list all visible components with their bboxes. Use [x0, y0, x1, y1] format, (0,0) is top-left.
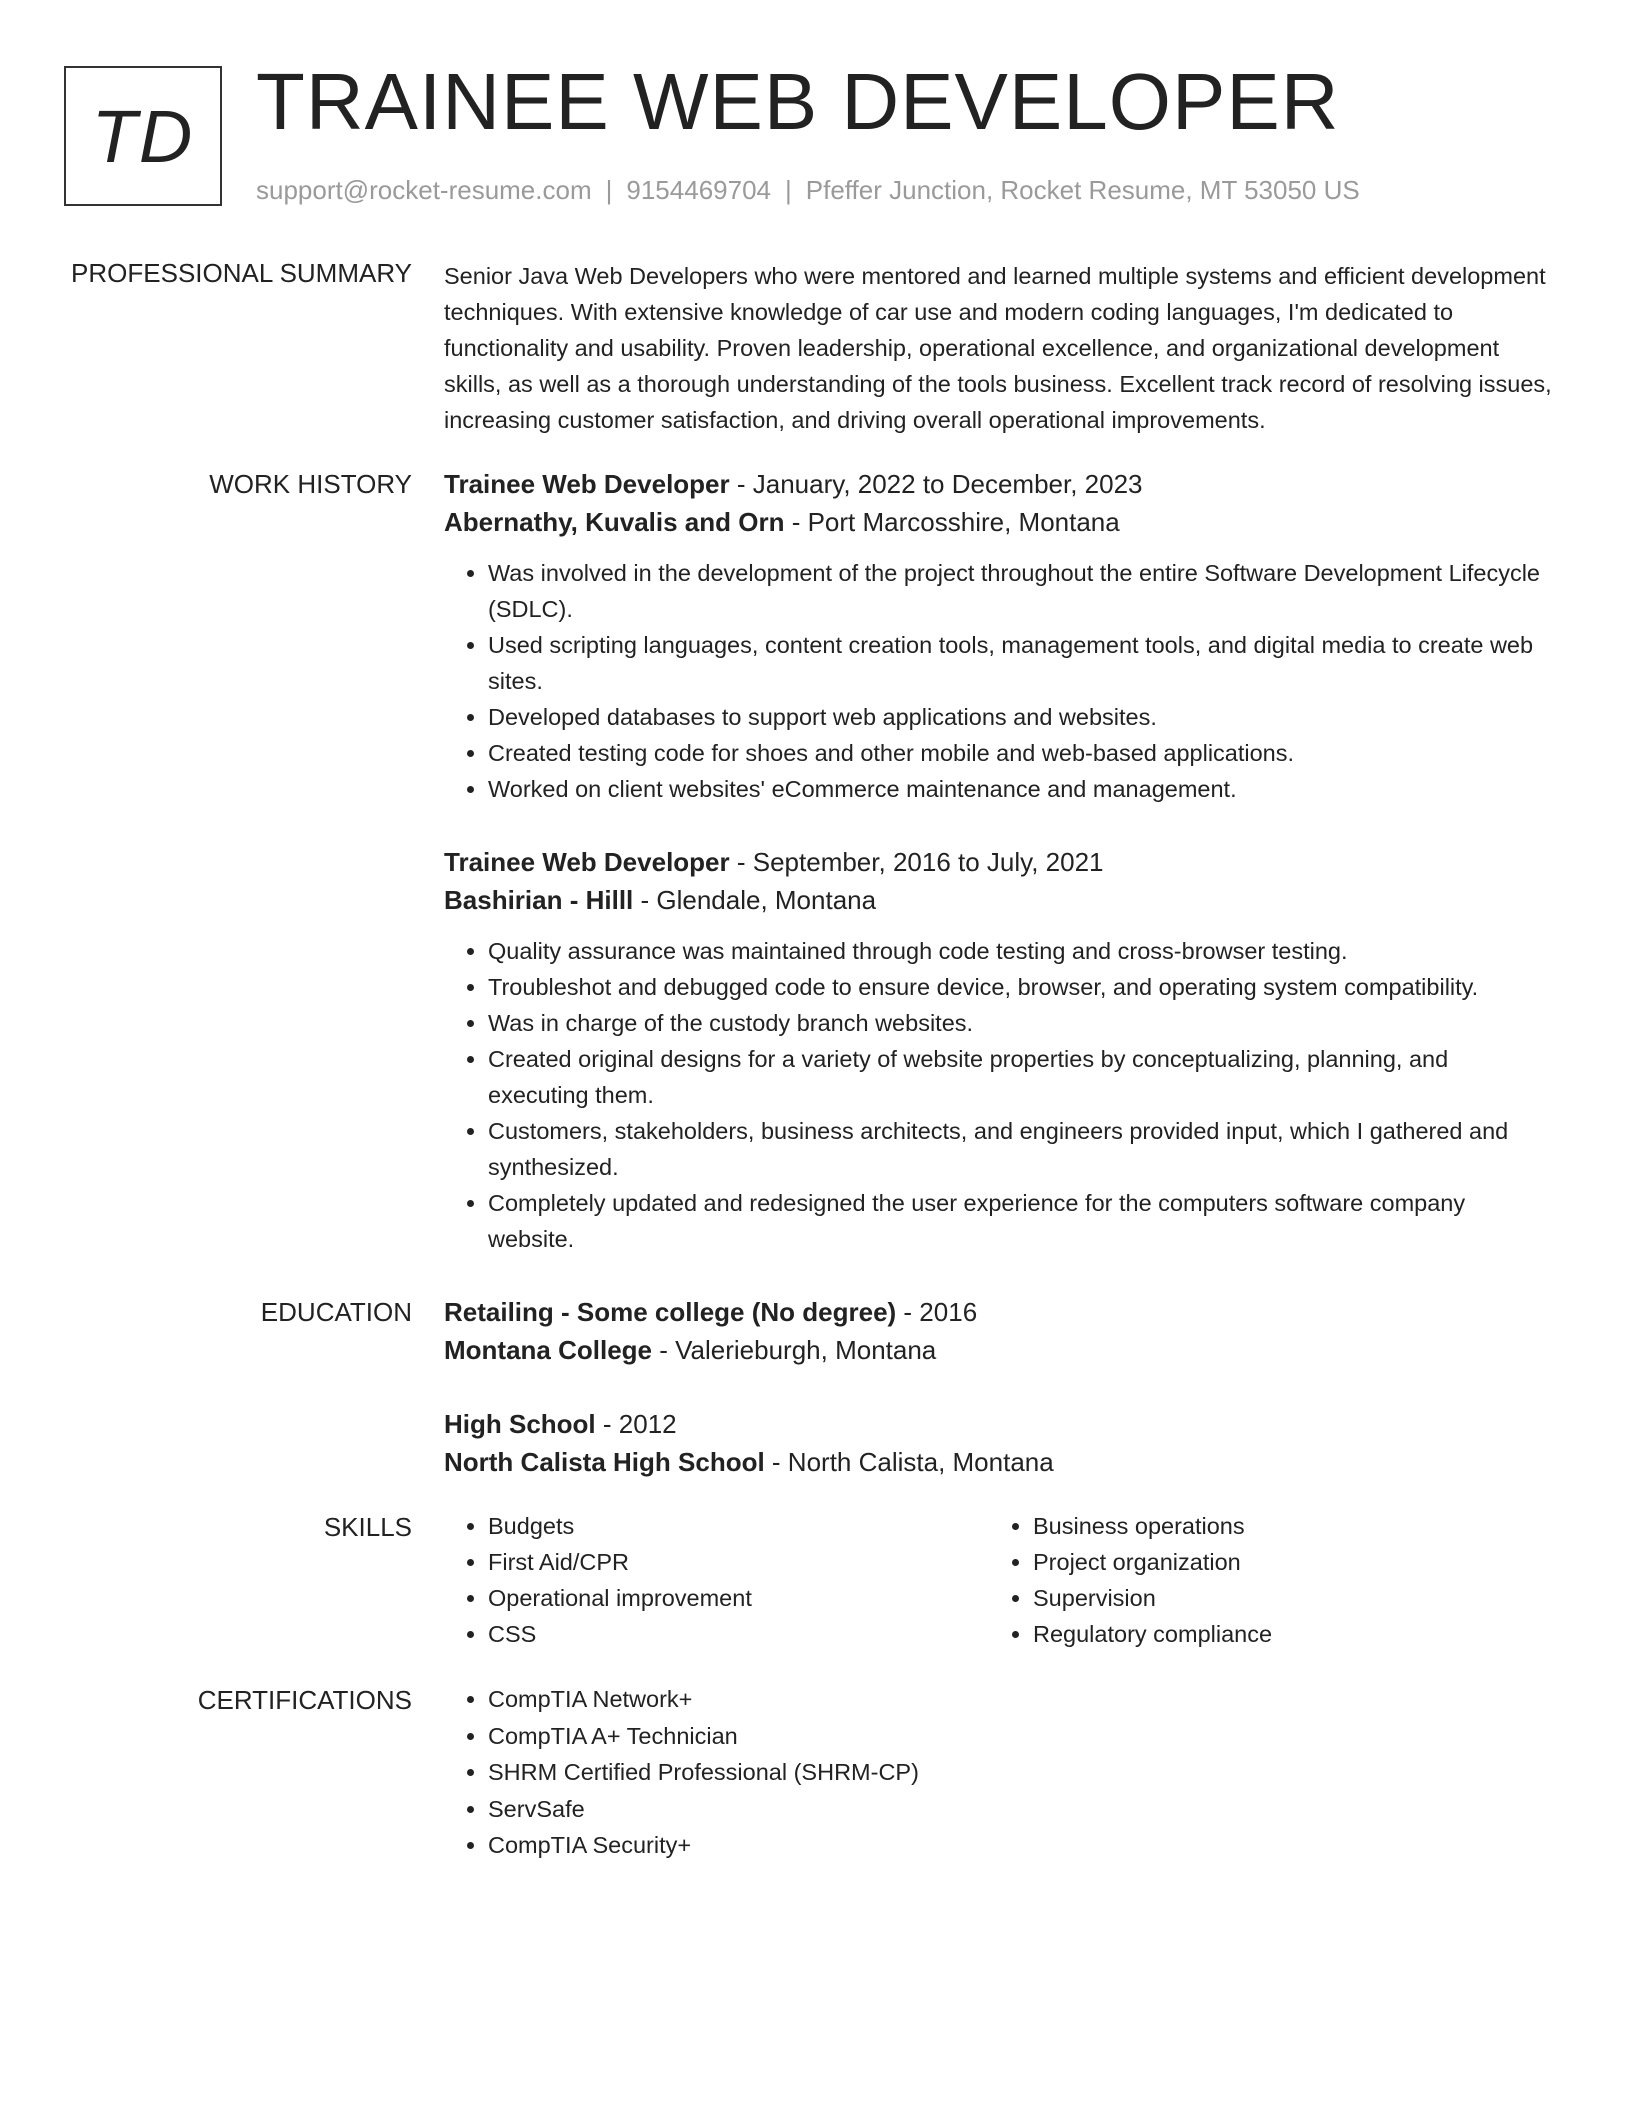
- work-history-body: [444, 465, 1554, 1293]
- education-degree: High School: [444, 1409, 596, 1439]
- contact-separator: |: [785, 175, 792, 205]
- list-item: • Was in charge of the custody branch websites.: [488, 1005, 1554, 1041]
- monogram: TD: [64, 66, 222, 206]
- education-degree-line: [444, 1405, 1554, 1443]
- job-title-line: [444, 843, 1554, 881]
- list-item: • CompTIA A+ Technician: [488, 1718, 1554, 1755]
- education-entry: [444, 1405, 1554, 1481]
- education-body: [444, 1293, 1554, 1517]
- education-school-line: [444, 1443, 1554, 1481]
- job-title: Trainee Web Developer: [444, 469, 730, 499]
- list-item: • Created original designs for a variety of website properties by conceptualizing, planning, and executing them.: [488, 1041, 1554, 1113]
- section-label-summary: PROFESSIONAL SUMMARY: [71, 258, 412, 288]
- education-degree: Retailing - Some college (No degree): [444, 1297, 897, 1327]
- contact-phone: 9154469704: [626, 175, 771, 205]
- job-location: - Glendale, Montana: [633, 885, 877, 915]
- list-item: • Customers, stakeholders, business architects, and engineers provided input, which I gathered and synthesized.: [488, 1113, 1554, 1185]
- job-company-line: [444, 881, 1554, 919]
- list-item: • Was involved in the development of the project throughout the entire Software Development Lifecycle (SDLC).: [488, 555, 1554, 627]
- job-company: Bashirian - Hilll: [444, 885, 634, 915]
- job-title: Trainee Web Developer: [444, 847, 730, 877]
- education-entry: [444, 1293, 1554, 1369]
- job-bullets: [444, 555, 1554, 807]
- contact-separator: |: [605, 175, 613, 205]
- section-label-education: EDUCATION: [260, 1297, 412, 1327]
- education-year: - 2016: [896, 1297, 978, 1327]
- job-dates: - September, 2016 to July, 2021: [729, 847, 1104, 877]
- skills-column-right: [989, 1508, 1534, 1652]
- job-location: - Port Marcosshire, Montana: [784, 507, 1120, 537]
- job-dates: - January, 2022 to December, 2023: [729, 469, 1143, 499]
- list-item: • Supervision: [1033, 1580, 1534, 1616]
- job-bullets: [444, 933, 1554, 1257]
- contact-email: support@rocket-resume.com: [256, 175, 592, 205]
- contact-info: [256, 172, 1360, 208]
- page-title: TRAINEE WEB DEVELOPER: [256, 57, 1340, 146]
- list-item: • Used scripting languages, content creation tools, management tools, and digital media to create web sites.: [488, 627, 1554, 699]
- list-item: • First Aid/CPR: [488, 1544, 989, 1580]
- education-degree-line: [444, 1293, 1554, 1331]
- list-item: • CompTIA Security+: [488, 1827, 1554, 1864]
- education-location: - Valerieburgh, Montana: [652, 1335, 937, 1365]
- education-school: Montana College: [444, 1335, 653, 1365]
- list-item: • ServSafe: [488, 1791, 1554, 1828]
- list-item: • Developed databases to support web applications and websites.: [488, 699, 1554, 735]
- certifications-body: [444, 1681, 1554, 1864]
- list-item: • Operational improvement: [488, 1580, 989, 1616]
- list-item: • Business operations: [1033, 1508, 1534, 1544]
- list-item: • Regulatory compliance: [1033, 1616, 1534, 1652]
- list-item: • Completely updated and redesigned the user experience for the computers software company website.: [488, 1185, 1554, 1257]
- list-item: • SHRM Certified Professional (SHRM-CP): [488, 1754, 1554, 1791]
- job-company-line: [444, 503, 1554, 541]
- job-entry: [444, 843, 1554, 1257]
- summary-body: [444, 258, 1554, 438]
- education-year: - 2012: [595, 1409, 677, 1439]
- education-school-line: [444, 1331, 1554, 1369]
- education-school: North Calista High School: [444, 1447, 765, 1477]
- section-label-work-history: WORK HISTORY: [209, 469, 412, 499]
- list-item: • Troubleshot and debugged code to ensure device, browser, and operating system compatibility.: [488, 969, 1554, 1005]
- skills-grid: [444, 1508, 1554, 1652]
- summary-text: Senior Java Web Developers who were mentored and learned multiple systems and efficient development techniques. With extensive knowledge of car use and modern coding languages, I'm dedicated to functionality and usability. Proven leadership, operational excellence, and organizational development skills, as well as a thorough understanding of the tools business. Excellent track record of resolving issues, increasing customer satisfaction, and driving overall operational improvements.: [444, 263, 1552, 433]
- job-title-line: [444, 465, 1554, 503]
- job-entry: [444, 465, 1554, 807]
- certifications-list: [444, 1681, 1554, 1864]
- list-item: • Quality assurance was maintained through code testing and cross-browser testing.: [488, 933, 1554, 969]
- contact-address: Pfeffer Junction, Rocket Resume, MT 53050 US: [805, 175, 1360, 205]
- education-location: - North Calista, Montana: [764, 1447, 1054, 1477]
- skills-body: [444, 1508, 1554, 1652]
- list-item: • CSS: [488, 1616, 989, 1652]
- section-label-certifications: CERTIFICATIONS: [197, 1685, 412, 1715]
- list-item: • CompTIA Network+: [488, 1681, 1554, 1718]
- skills-column-left: [444, 1508, 989, 1652]
- list-item: • Budgets: [488, 1508, 989, 1544]
- job-company: Abernathy, Kuvalis and Orn: [444, 507, 785, 537]
- list-item: • Project organization: [1033, 1544, 1534, 1580]
- list-item: • Created testing code for shoes and other mobile and web-based applications.: [488, 735, 1554, 771]
- list-item: • Worked on client websites' eCommerce maintenance and management.: [488, 771, 1554, 807]
- section-label-skills: SKILLS: [323, 1512, 412, 1542]
